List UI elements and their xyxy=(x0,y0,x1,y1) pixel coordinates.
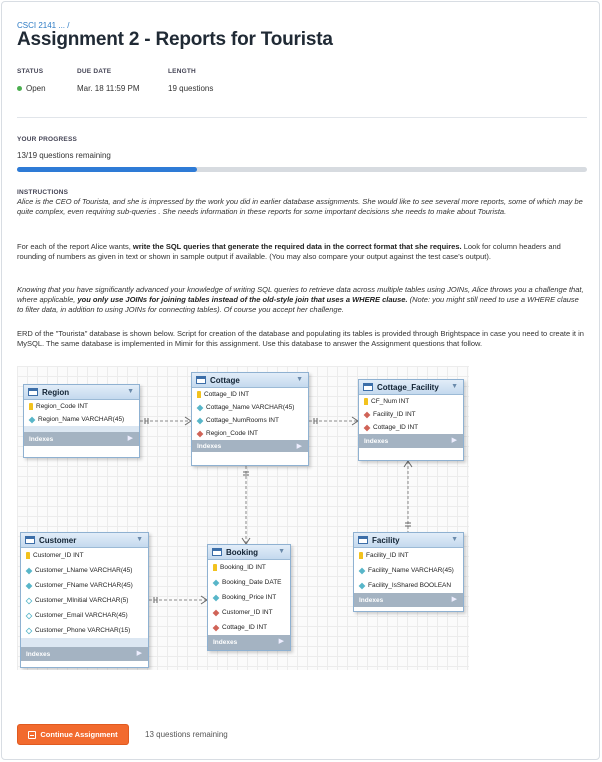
column: Facility_ID INT xyxy=(354,548,463,563)
table-icon xyxy=(212,548,222,556)
column-icon xyxy=(26,567,33,574)
column: Cottage_ID INT xyxy=(192,388,308,401)
due-date-label: DUE DATE xyxy=(77,68,112,75)
erd-table-cottage xyxy=(191,372,309,466)
column: Customer_FName VARCHAR(45) xyxy=(21,578,148,593)
primary-key-icon xyxy=(29,403,33,410)
erd-table-cottage-facility xyxy=(358,379,464,461)
continue-assignment-button[interactable] xyxy=(17,724,129,745)
table-indexes: Indexes ▶ xyxy=(24,432,139,446)
column: Customer_Phone VARCHAR(15) xyxy=(21,623,148,638)
divider xyxy=(17,117,587,118)
progress-label: YOUR PROGRESS xyxy=(17,136,78,143)
column-icon xyxy=(26,627,33,634)
assignment-card xyxy=(1,1,600,760)
erd-table-booking xyxy=(207,544,291,651)
primary-key-icon xyxy=(359,552,363,559)
column: Facility_ID INT xyxy=(359,408,463,421)
primary-key-icon xyxy=(364,398,368,405)
chevron-down-icon: ▼ xyxy=(451,383,458,390)
chevron-down-icon: ▼ xyxy=(278,548,285,555)
column-icon xyxy=(29,416,36,423)
column: Customer_ID INT xyxy=(21,548,148,563)
table-icon xyxy=(28,388,38,396)
column-icon xyxy=(197,404,204,411)
chevron-right-icon: ▶ xyxy=(296,443,302,450)
column: Facility_Name VARCHAR(45) xyxy=(354,563,463,578)
column: Region_Name VARCHAR(45) xyxy=(24,413,139,426)
table-header xyxy=(21,533,148,548)
erd-table-region xyxy=(23,384,140,458)
instructions-paragraph-4: ERD of the "Tourista" database is shown below. Script for creation of the database and populating its tables is provided through Brightspace in case you need to create it in MySQL. The same database is implemented in Mimir for this assignment. Use this database to answer the Assignment questions that follow. xyxy=(17,329,584,348)
chevron-down-icon: ▼ xyxy=(451,536,458,543)
foreign-key-icon xyxy=(364,424,371,431)
column: Customer_Email VARCHAR(45) xyxy=(21,608,148,623)
table-header xyxy=(24,385,139,400)
assignment-icon xyxy=(28,731,36,739)
column-icon xyxy=(359,582,366,589)
foreign-key-icon xyxy=(197,430,204,437)
p3-emphasis: you only use JOINs for joining tables instead of the old-style join that uses a WHERE clause. xyxy=(77,295,408,304)
due-date-value: Mar. 18 11:59 PM xyxy=(77,84,140,93)
column: Booking_ID INT xyxy=(208,560,290,575)
column-icon xyxy=(197,417,204,424)
progress-text: 13/19 questions remaining xyxy=(17,151,111,160)
column: Booking_Date DATE xyxy=(208,575,290,590)
table-icon xyxy=(25,536,35,544)
status-value xyxy=(17,84,46,93)
erd-table-facility xyxy=(353,532,464,612)
column: Customer_MInitial VARCHAR(5) xyxy=(21,593,148,608)
table-indexes: Indexes ▶ xyxy=(354,593,463,607)
p2-text-end: Look for column headers and rounding of numbers as given in text or shown in sample output if available. (You may also compare your output against the test case's output). xyxy=(17,242,561,261)
table-header xyxy=(359,380,463,395)
table-name: Facility xyxy=(372,535,400,545)
primary-key-icon xyxy=(197,391,201,398)
column: Customer_ID INT xyxy=(208,605,290,620)
p2-emphasis: write the SQL queries that generate the required data in the correct format that she requires. xyxy=(132,242,462,251)
table-icon xyxy=(363,383,373,391)
column-icon xyxy=(213,594,220,601)
erd-diagram xyxy=(17,366,469,670)
column: Region_Code INT xyxy=(24,400,139,413)
continue-assignment-label: Continue Assignment xyxy=(40,730,118,739)
column-icon xyxy=(26,582,33,589)
chevron-down-icon: ▼ xyxy=(136,536,143,543)
column: Region_Code INT xyxy=(192,427,308,440)
p3-text-end: (Note: you might still need to use a WHERE clause to filter data, in addition to using JOINs for connecting tables). Of course you accept her challenge. xyxy=(17,295,579,314)
instructions-paragraph-1: Alice is the CEO of Tourista, and she is impressed by the work you did in earlier database assignments. She would like to see several more reports, some of which may be quite complex, even requiring sub-queries . She needs information in these reports for some important decisions she needs to make about Tourista. xyxy=(17,197,583,216)
column-icon xyxy=(213,579,220,586)
primary-key-icon xyxy=(213,564,217,571)
erd-table-customer xyxy=(20,532,149,668)
page-title: Assignment 2 - Reports for Tourista xyxy=(17,29,333,50)
table-icon xyxy=(196,376,206,384)
table-header xyxy=(208,545,290,560)
column: Cottage_ID INT xyxy=(208,620,290,635)
table-header xyxy=(192,373,308,388)
primary-key-icon xyxy=(26,552,30,559)
foreign-key-icon xyxy=(213,609,220,616)
table-name: Region xyxy=(42,387,70,397)
column: Facility_IsShared BOOLEAN xyxy=(354,578,463,593)
chevron-right-icon: ▶ xyxy=(451,596,457,603)
table-indexes: Indexes ▶ xyxy=(21,647,148,661)
column: Booking_Price INT xyxy=(208,590,290,605)
column: Cottage_ID INT xyxy=(359,421,463,434)
table-name: Booking xyxy=(226,547,258,557)
column-icon xyxy=(26,612,33,619)
table-indexes: Indexes ▶ xyxy=(208,635,290,650)
status-text: Open xyxy=(26,84,46,93)
chevron-right-icon: ▶ xyxy=(127,435,133,442)
column: CF_Num INT xyxy=(359,395,463,408)
table-name: Cottage_Facility xyxy=(377,382,439,392)
table-header xyxy=(354,533,463,548)
chevron-right-icon: ▶ xyxy=(278,638,284,645)
table-indexes: Indexes ▶ xyxy=(192,440,308,452)
instructions-label: INSTRUCTIONS xyxy=(17,189,69,196)
chevron-right-icon: ▶ xyxy=(451,437,457,444)
p2-text-start: For each of the report Alice wants, xyxy=(17,242,133,251)
progress-bar-fill xyxy=(17,167,197,172)
foreign-key-icon xyxy=(213,624,220,631)
table-spacer xyxy=(21,638,148,647)
table-indexes: Indexes ▶ xyxy=(359,434,463,448)
column-icon xyxy=(26,597,33,604)
instructions-paragraph-2 xyxy=(17,242,587,262)
length-value: 19 questions xyxy=(168,84,214,93)
foreign-key-icon xyxy=(364,411,371,418)
column: Customer_LName VARCHAR(45) xyxy=(21,563,148,578)
column: Cottage_Name VARCHAR(45) xyxy=(192,401,308,414)
chevron-right-icon: ▶ xyxy=(136,650,142,657)
instructions-paragraph-3 xyxy=(17,285,587,315)
p3-text-start: Knowing that you have significantly advanced your knowledge of writing SQL queries to retrieve data across multiple tables using JOINs, Alice throws you a challenge that, where applicable, xyxy=(17,285,584,304)
chevron-down-icon: ▼ xyxy=(127,388,134,395)
progress-bar xyxy=(17,167,587,172)
chevron-down-icon: ▼ xyxy=(296,376,303,383)
column-icon xyxy=(359,567,366,574)
breadcrumb[interactable]: CSCI 2141 ... / xyxy=(17,21,70,30)
table-name: Cottage xyxy=(210,375,240,385)
column: Cottage_NumRooms INT xyxy=(192,414,308,427)
questions-remaining-text: 13 questions remaining xyxy=(145,730,228,739)
status-label: STATUS xyxy=(17,68,44,75)
table-name: Customer xyxy=(39,535,77,545)
length-label: LENGTH xyxy=(168,68,196,75)
status-dot-icon xyxy=(17,86,22,91)
table-icon xyxy=(358,536,368,544)
